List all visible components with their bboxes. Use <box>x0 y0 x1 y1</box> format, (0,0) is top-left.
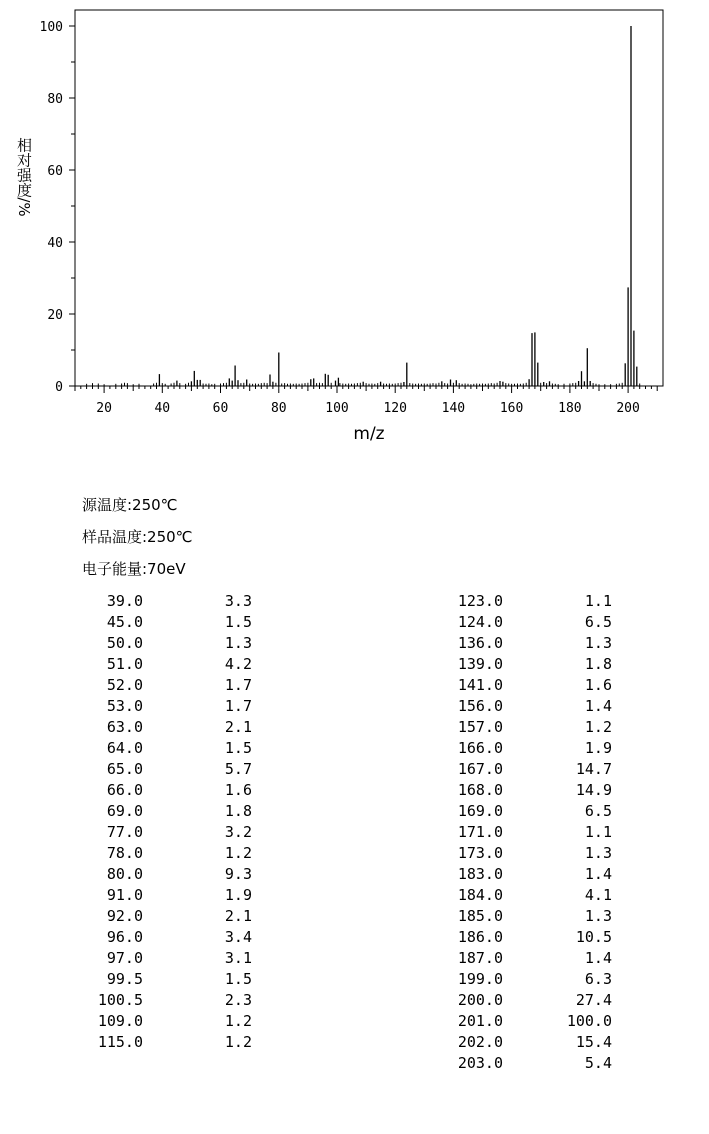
intensity-value: 1.3 <box>584 844 612 862</box>
mz-value: 166.0 <box>457 739 503 757</box>
intensity-value: 1.2 <box>584 718 612 736</box>
intensity-value: 1.9 <box>224 886 252 904</box>
x-tick-label: 40 <box>154 401 171 416</box>
intensity-value: 1.5 <box>224 613 252 631</box>
mz-value: 199.0 <box>457 970 503 988</box>
y-tick-label: 20 <box>47 308 63 323</box>
intensity-value: 1.5 <box>224 739 252 757</box>
mz-value: 97.0 <box>106 949 143 967</box>
mz-value: 91.0 <box>106 886 143 904</box>
mz-value: 39.0 <box>106 592 143 610</box>
intensity-value: 6.3 <box>584 970 612 988</box>
y-axis-ticks <box>40 20 75 395</box>
x-tick-label: 120 <box>383 401 407 416</box>
intensity-value: 1.4 <box>584 865 612 883</box>
x-tick-label: 140 <box>441 401 466 416</box>
intensity-value: 1.2 <box>224 1033 252 1051</box>
mz-value: 77.0 <box>106 823 143 841</box>
mz-value: 169.0 <box>457 802 503 820</box>
intensity-value: 14.9 <box>575 781 612 799</box>
mz-value: 123.0 <box>457 592 503 610</box>
sample-temperature: 样品温度:250℃ <box>82 528 193 546</box>
intensity-value: 2.1 <box>224 718 252 736</box>
mz-value: 185.0 <box>457 907 503 925</box>
y-axis-label: 相对强度/% <box>15 137 33 217</box>
x-axis-label: m/z <box>353 424 385 444</box>
y-tick-label: 80 <box>47 92 63 107</box>
mz-value: 156.0 <box>457 697 503 715</box>
x-tick-label: 180 <box>558 401 582 416</box>
source-temperature: 源温度:250℃ <box>82 496 178 514</box>
intensity-value: 1.3 <box>224 634 252 652</box>
x-tick-label: 200 <box>616 401 640 416</box>
intensity-value: 1.1 <box>584 592 612 610</box>
intensity-value: 3.2 <box>224 823 252 841</box>
intensity-value: 1.4 <box>584 949 612 967</box>
mz-value: 200.0 <box>457 991 503 1009</box>
intensity-value: 1.7 <box>224 676 252 694</box>
mz-value: 186.0 <box>457 928 503 946</box>
mz-value: 187.0 <box>457 949 503 967</box>
intensity-value: 4.1 <box>584 886 612 904</box>
mz-value: 65.0 <box>106 760 143 778</box>
intensity-value: 4.2 <box>224 655 252 673</box>
peaks-group <box>87 26 640 386</box>
mz-value: 66.0 <box>106 781 143 799</box>
mz-value: 63.0 <box>106 718 143 736</box>
mz-value: 141.0 <box>457 676 503 694</box>
mz-value: 173.0 <box>457 844 503 862</box>
mass-spectrum-chart <box>0 0 709 460</box>
mz-value: 136.0 <box>457 634 503 652</box>
intensity-value: 1.2 <box>224 844 252 862</box>
intensity-value: 1.8 <box>584 655 612 673</box>
intensity-value: 1.3 <box>584 634 612 652</box>
intensity-value: 1.8 <box>224 802 252 820</box>
intensity-value: 3.3 <box>224 592 252 610</box>
mz-value: 124.0 <box>457 613 503 631</box>
mz-value: 51.0 <box>106 655 143 673</box>
intensity-value: 2.1 <box>224 907 252 925</box>
mz-value: 100.5 <box>97 991 143 1009</box>
mz-value: 184.0 <box>457 886 503 904</box>
x-tick-label: 60 <box>212 401 229 416</box>
x-tick-label: 80 <box>270 401 287 416</box>
intensity-value: 1.2 <box>224 1012 252 1030</box>
intensity-value: 6.5 <box>584 613 612 631</box>
mz-value: 201.0 <box>457 1012 503 1030</box>
plot-frame <box>75 10 663 386</box>
x-tick-label: 100 <box>325 401 349 416</box>
mz-value: 80.0 <box>106 865 143 883</box>
intensity-value: 1.6 <box>584 676 612 694</box>
intensity-value: 2.3 <box>224 991 252 1009</box>
mz-value: 171.0 <box>457 823 503 841</box>
mz-value: 50.0 <box>106 634 143 652</box>
mz-value: 167.0 <box>457 760 503 778</box>
intensity-value: 5.7 <box>224 760 252 778</box>
y-tick-label: 40 <box>47 236 63 251</box>
mz-value: 69.0 <box>106 802 143 820</box>
intensity-value: 1.3 <box>584 907 612 925</box>
mz-value: 52.0 <box>106 676 143 694</box>
mz-value: 139.0 <box>457 655 503 673</box>
intensity-value: 100.0 <box>566 1012 612 1030</box>
mz-value: 99.5 <box>106 970 143 988</box>
mz-value: 64.0 <box>106 739 143 757</box>
mz-value: 168.0 <box>457 781 503 799</box>
intensity-value: 1.6 <box>224 781 252 799</box>
intensity-value: 9.3 <box>224 865 252 883</box>
intensity-value: 1.5 <box>224 970 252 988</box>
mz-value: 183.0 <box>457 865 503 883</box>
mz-value: 202.0 <box>457 1033 503 1051</box>
x-tick-label: 20 <box>96 401 112 416</box>
mz-value: 45.0 <box>106 613 143 631</box>
mz-value: 78.0 <box>106 844 143 862</box>
intensity-value: 1.4 <box>584 697 612 715</box>
mz-value: 92.0 <box>106 907 143 925</box>
mz-value: 157.0 <box>457 718 503 736</box>
mz-value: 115.0 <box>97 1033 143 1051</box>
intensity-value: 1.9 <box>584 739 612 757</box>
intensity-value: 14.7 <box>575 760 612 778</box>
electron-energy: 电子能量:70eV <box>82 560 186 578</box>
intensity-value: 5.4 <box>584 1054 612 1072</box>
x-tick-label: 160 <box>499 401 524 416</box>
intensity-value: 1.1 <box>584 823 612 841</box>
intensity-value: 3.4 <box>224 928 252 946</box>
intensity-value: 15.4 <box>575 1033 612 1051</box>
y-tick-label: 60 <box>47 164 63 179</box>
intensity-value: 27.4 <box>575 991 612 1009</box>
intensity-value: 3.1 <box>224 949 252 967</box>
x-axis-ticks <box>75 386 657 416</box>
intensity-value: 10.5 <box>575 928 612 946</box>
mz-value: 203.0 <box>457 1054 503 1072</box>
y-tick-label: 0 <box>55 380 63 395</box>
y-tick-label: 100 <box>39 20 63 35</box>
mz-value: 53.0 <box>106 697 143 715</box>
mz-value: 96.0 <box>106 928 143 946</box>
mz-value: 109.0 <box>97 1012 143 1030</box>
intensity-value: 1.7 <box>224 697 252 715</box>
intensity-value: 6.5 <box>584 802 612 820</box>
